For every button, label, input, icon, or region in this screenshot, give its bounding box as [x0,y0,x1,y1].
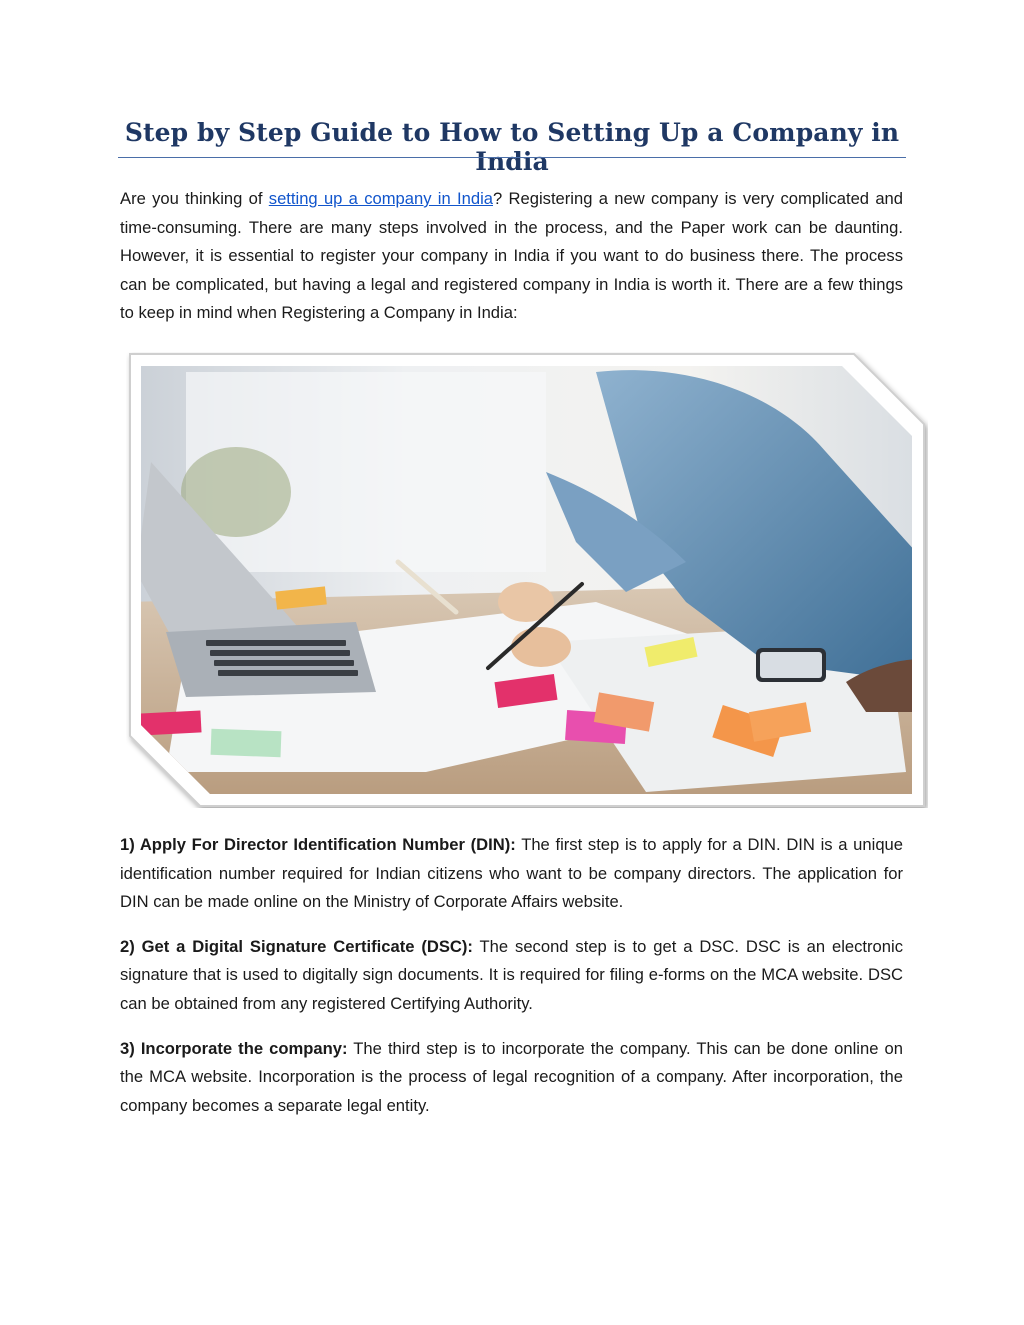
step-3-paragraph [120,1035,903,1121]
step-2-heading: 2) Get a Digital Signature Certificate (DSC): [120,936,473,956]
setting-up-company-link[interactable]: setting up a company in India [268,189,493,208]
steps-list [120,831,903,1136]
office-desk-photo [126,352,928,808]
intro-paragraph [120,185,903,328]
step-3-text: The third step is to incorporate the company. This can be done online on the MCA website. Incorporation is the process of legal recognition of a company. After incorporation, the company becomes a separate legal entity. [120,1038,903,1115]
step-2-paragraph [120,933,903,1019]
intro-text-after-link: ? Registering a new company is very complicated and time-consuming. There are many steps involved in the process, and the Paper work can be daunting. However, it is essential to register your company in India if you want to do business there. The process can be complicated, but having a legal and registered company in India is worth it. There are a few things to keep in mind when Registering a Company in India: [120,189,904,323]
step-2-text: The second step is to get a DSC. DSC is an electronic signature that is used to digitally sign documents. It is required for filing e-forms on the MCA website. DSC can be obtained from any registered Certifying Authority. [120,936,903,1013]
step-3-heading: 3) Incorporate the company: [120,1038,348,1058]
page-title: Step by Step Guide to How to Setting Up a Company in India [124,118,900,176]
title-underline-divider [118,157,906,158]
step-1-paragraph [120,831,903,917]
intro-text-before-link: Are you thinking of [120,189,269,208]
step-1-text: The first step is to apply for a DIN. DIN is a unique identification number required for Indian citizens who want to be company directors. The application for DIN can be made online on the Ministry of Corporate Affairs website. [120,835,903,912]
office-desk-illustration [126,352,928,808]
step-1-heading: 1) Apply For Director Identification Number (DIN): [120,835,516,854]
